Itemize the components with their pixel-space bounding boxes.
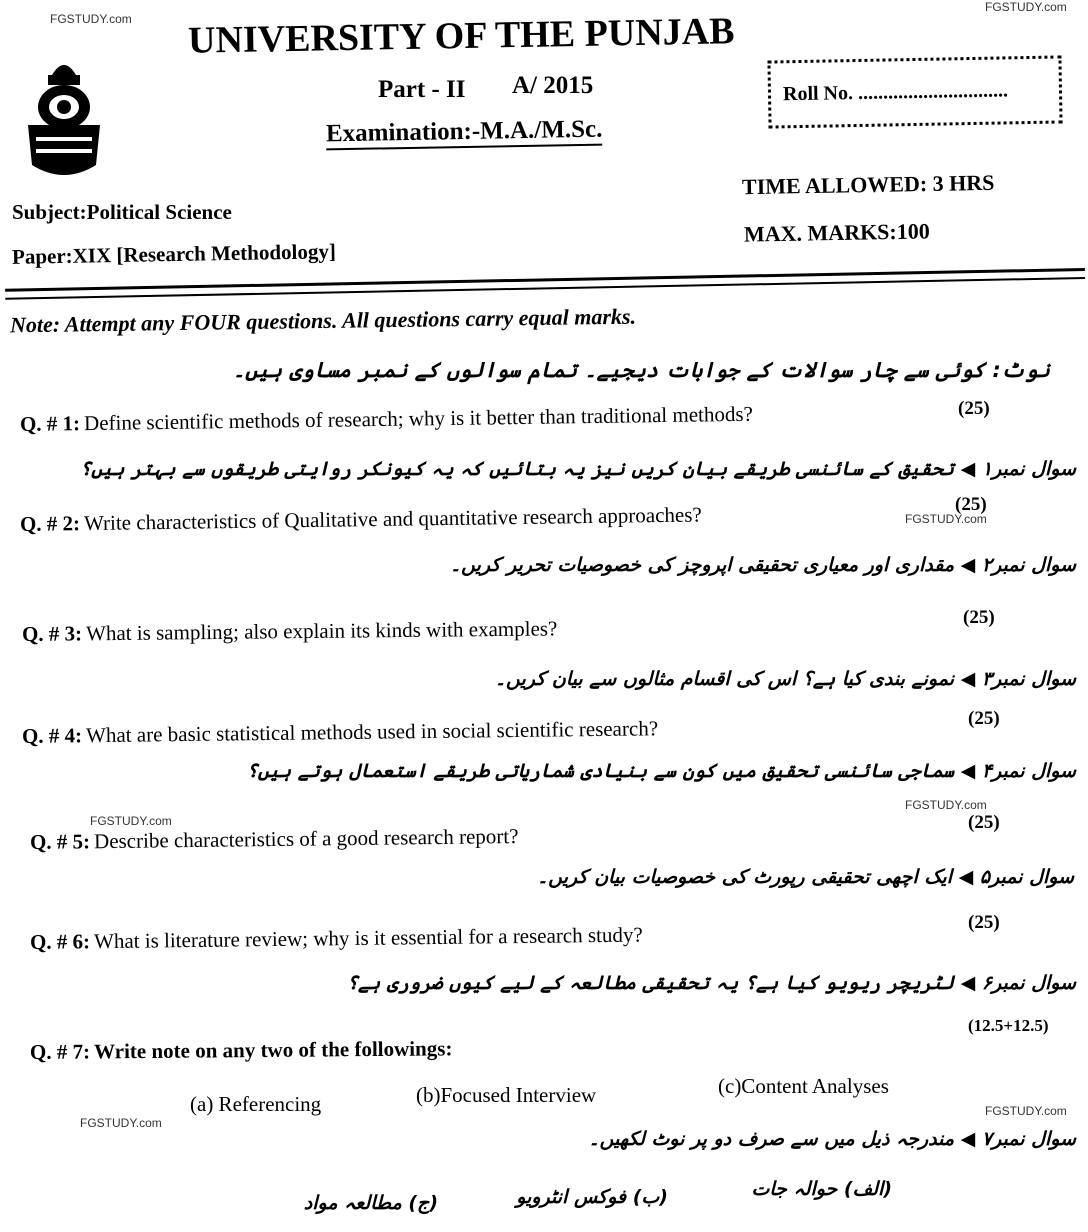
question-marks: (25) [968,912,1000,933]
urdu-option-b: (ب) فوکس انٹرویو [516,1186,668,1208]
question-text: Describe characteristics of a good research report? [93,824,519,854]
question-urdu: سوال نمبر۴ ◀ سماجی سائنسی تحقیق میں کون سے بنیادی شماریاتی طریقے استعمال ہوتے ہیں؟ [246,760,1076,782]
roll-no-box[interactable] [767,55,1062,128]
urdu-text: مندرجہ ذیل میں سے صرف دو پر نوٹ لکھیں۔ [588,1128,954,1150]
note-english: Note: Attempt any FOUR questions. All questions carry equal marks. [9,303,637,338]
question-label: Q. # 2: [19,511,81,536]
university-crest-logo [22,55,107,185]
urdu-label: سوال نمبر۶ [981,972,1076,994]
university-title: UNIVERSITY OF THE PUNJAB [187,10,735,62]
question-urdu: سوال نمبر۵ ◀ ایک اچھی تحقیقی رپورٹ کی خصوصیات بیان کریں۔ [537,866,1074,888]
question-text: What are basic statistical methods used in social scientific research? [85,716,659,748]
option-c: (c)Content Analyses [718,1074,889,1098]
watermark: FGSTUDY.com [90,814,172,828]
question-5 [30,824,519,855]
question-urdu: سوال نمبر۷ ◀ مندرجہ ذیل میں سے صرف دو پر نوٹ لکھیں۔ [588,1128,1076,1150]
question-text: What is sampling; also explain its kinds with examples? [85,616,558,646]
session-label: A/ 2015 [512,72,594,99]
urdu-label: سوال نمبر۵ [979,866,1074,888]
urdu-text: نمونے بندی کیا ہے؟ اس کی اقسام مثالوں سے بیان کریں۔ [494,668,954,690]
question-2 [20,502,702,537]
question-label: Q. # 1: [19,411,81,436]
watermark: FGSTUDY.com [905,798,987,812]
question-marks: (25) [968,812,1000,833]
question-marks: (25) [968,708,1000,729]
roll-no-label: Roll No. .............................. [782,79,1009,106]
question-urdu: سوال نمبر۱ ◀ تحقیق کے سائنسی طریقے بیان کریں نیز یہ بتائیں کہ یہ کیونکر روایتی طریقوں سے بہتر ہیں؟ [80,458,1076,480]
paper-label: Paper:XIX [Research Methodology] [11,239,337,269]
urdu-label: سوال نمبر۳ [981,668,1076,690]
time-allowed: TIME ALLOWED: 3 HRS [741,169,995,200]
subject-label: Subject:Political Science [12,200,232,224]
question-text: Write note on any two of the followings: [93,1036,453,1064]
urdu-text: ایک اچھی تحقیقی رپورٹ کی خصوصیات بیان کریں۔ [537,866,952,888]
header-divider [5,268,1085,300]
watermark: FGSTUDY.com [50,12,132,26]
option-a: (a) Referencing [190,1092,322,1116]
urdu-text: مقداری اور معیاری تحقیقی اپروچز کی خصوصیات تحریر کریں۔ [449,554,954,576]
question-7 [30,1036,453,1065]
urdu-text: لٹریچر ریویو کیا ہے؟ یہ تحقیقی مطالعہ کے لیے کیوں ضروری ہے؟ [346,972,954,994]
urdu-label: سوال نمبر۷ [981,1128,1076,1150]
question-text: Define scientific methods of research; why is it better than traditional methods? [83,401,754,436]
question-urdu: سوال نمبر۲ ◀ مقداری اور معیاری تحقیقی اپروچز کی خصوصیات تحریر کریں۔ [449,554,1076,576]
urdu-option-c: (ج) مطالعہ مواد [303,1192,438,1214]
examination-label: Examination:-M.A./M.Sc. [326,116,603,151]
question-label: Q. # 7: [29,1039,91,1064]
note-urdu: نوٹ: کوئی سے چار سوالات کے جوابات دیجیے۔ تمام سوالوں کے نمبر مساوی ہیں۔ [232,358,1050,382]
watermark: FGSTUDY.com [985,0,1067,14]
question-marks: (12.5+12.5) [968,1016,1049,1035]
question-6 [30,923,643,955]
question-4 [22,716,658,749]
question-label: Q. # 6: [29,929,91,954]
question-label: Q. # 3: [21,621,83,646]
question-urdu: سوال نمبر۶ ◀ لٹریچر ریویو کیا ہے؟ یہ تحقیقی مطالعہ کے لیے کیوں ضروری ہے؟ [346,972,1076,994]
urdu-text: سماجی سائنسی تحقیق میں کون سے بنیادی شماریاتی طریقے استعمال ہوتے ہیں؟ [246,760,954,782]
question-label: Q. # 4: [21,723,83,748]
urdu-option-a: (الف) حوالہ جات [751,1178,892,1200]
question-marks: (25) [955,494,987,515]
urdu-label: سوال نمبر۴ [981,760,1076,782]
urdu-label: سوال نمبر۲ [981,554,1076,576]
question-3 [22,616,558,647]
question-label: Q. # 5: [29,829,91,854]
watermark: FGSTUDY.com [905,512,987,526]
question-marks: (25) [963,607,995,628]
watermark: FGSTUDY.com [985,1104,1067,1118]
urdu-label: سوال نمبر۱ [981,458,1076,480]
question-text: What is literature review; why is it essential for a research study? [93,922,643,954]
question-1 [20,402,753,437]
max-marks: MAX. MARKS:100 [743,218,930,247]
watermark: FGSTUDY.com [80,1116,162,1130]
urdu-text: تحقیق کے سائنسی طریقے بیان کریں نیز یہ بتائیں کہ یہ کیونکر روایتی طریقوں سے بہتر ہیں؟ [80,458,954,480]
question-text: Write characteristics of Qualitative and quantitative research approaches? [83,502,702,536]
question-urdu: سوال نمبر۳ ◀ نمونے بندی کیا ہے؟ اس کی اقسام مثالوں سے بیان کریں۔ [494,668,1076,690]
option-b: (b)Focused Interview [416,1083,597,1107]
question-marks: (25) [958,398,990,419]
part-label: Part - II [378,76,466,103]
